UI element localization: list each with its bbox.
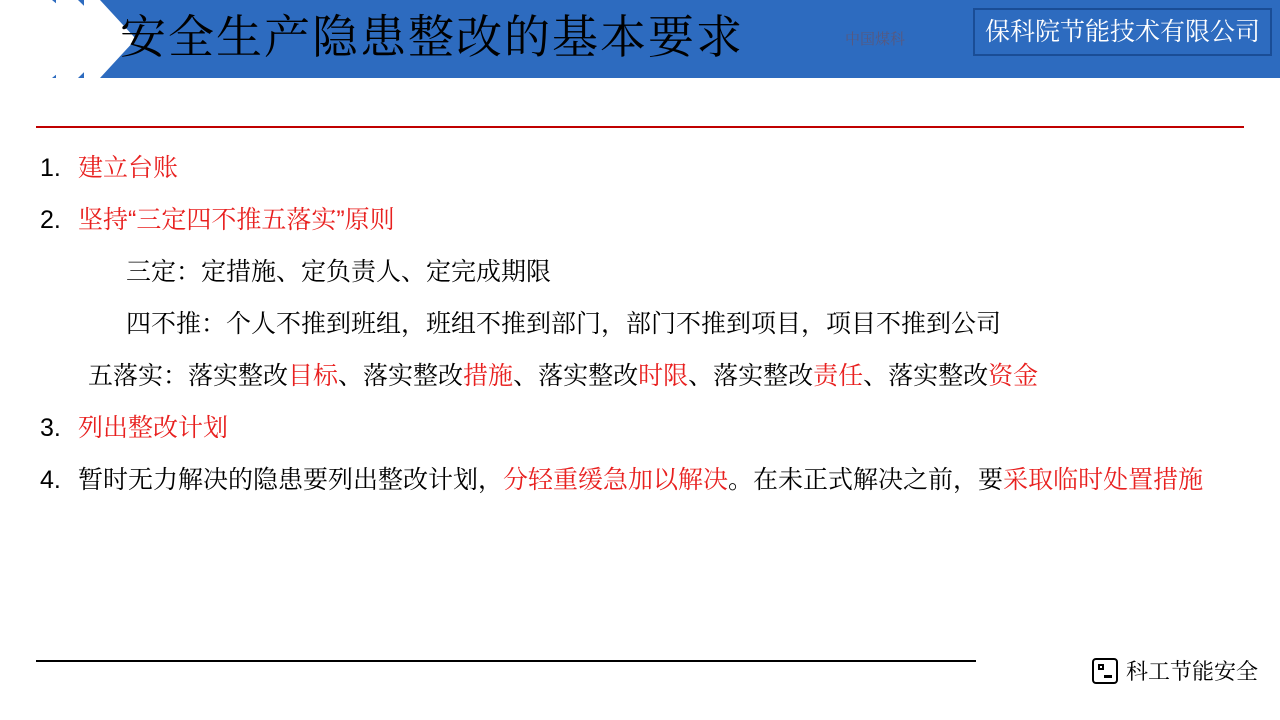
chevron-decoration-icon bbox=[0, 0, 140, 78]
list-item-text: 建立台账 bbox=[78, 154, 179, 182]
list-item bbox=[40, 246, 1250, 298]
list-item-number: 1. bbox=[40, 154, 61, 182]
watermark-text: 中国煤科 bbox=[845, 31, 906, 48]
list-item-text: 坚持“三定四不推五落实”原则 bbox=[78, 206, 395, 234]
list-item-text: 三定：定措施、定负责人、定完成期限 bbox=[126, 258, 552, 286]
item4-highlight-2: 采取临时处置措施 bbox=[1003, 466, 1204, 494]
footer-badge-label: 科工节能安全 bbox=[1125, 660, 1258, 685]
list-item-number: 4. bbox=[40, 466, 61, 494]
list-item-text: 列出整改计划 bbox=[78, 414, 229, 442]
footer-badge bbox=[1092, 655, 1258, 686]
five-implement-sep-5: 改 bbox=[963, 362, 989, 390]
slide-header bbox=[0, 0, 1280, 78]
item4-highlight-1: 分轻重缓急加以解决 bbox=[503, 466, 729, 494]
five-implement-funds: 资金 bbox=[988, 362, 1039, 390]
list-item bbox=[40, 454, 1220, 506]
item4-part-3: 。在未正式解决之 bbox=[728, 466, 929, 494]
page-title: 安全生产隐患整改的基本要求 bbox=[120, 10, 744, 64]
five-implement-sep-2: 、落实整改 bbox=[513, 362, 639, 390]
company-name-badge: 保科院节能技术有限公司 bbox=[973, 8, 1272, 56]
qr-code-icon bbox=[1092, 658, 1118, 684]
list-item-text: 四不推：个人不推到班组，班组不推到部门，部门不推到项目，项目不推到公司 bbox=[126, 310, 1002, 338]
five-implement-lead: 五落实：落实整改 bbox=[88, 362, 289, 390]
item4-part-1: 暂时无力解决的隐患要列出整改计划， bbox=[78, 466, 504, 494]
five-implement-responsibility: 责任 bbox=[813, 362, 864, 390]
list-item bbox=[40, 194, 1250, 246]
five-implement-goal: 目标 bbox=[288, 362, 339, 390]
divider-top bbox=[36, 126, 1244, 128]
item4-part-4: 前，要 bbox=[928, 466, 1004, 494]
list-item bbox=[40, 402, 1250, 454]
five-implement-sep-3: 、落实整改 bbox=[688, 362, 814, 390]
five-implement-sep-4: 、落实整 bbox=[863, 362, 964, 390]
slide-content bbox=[40, 142, 1250, 506]
five-implement-sep-1: 、落实整改 bbox=[338, 362, 464, 390]
list-item bbox=[40, 142, 1250, 194]
five-implement-measure: 措施 bbox=[463, 362, 514, 390]
divider-bottom bbox=[36, 660, 976, 662]
list-item-number: 2. bbox=[40, 206, 61, 234]
five-implement-deadline: 时限 bbox=[638, 362, 689, 390]
list-item-number: 3. bbox=[40, 414, 61, 442]
five-implement-block bbox=[40, 350, 1248, 402]
list-item bbox=[40, 298, 1250, 350]
